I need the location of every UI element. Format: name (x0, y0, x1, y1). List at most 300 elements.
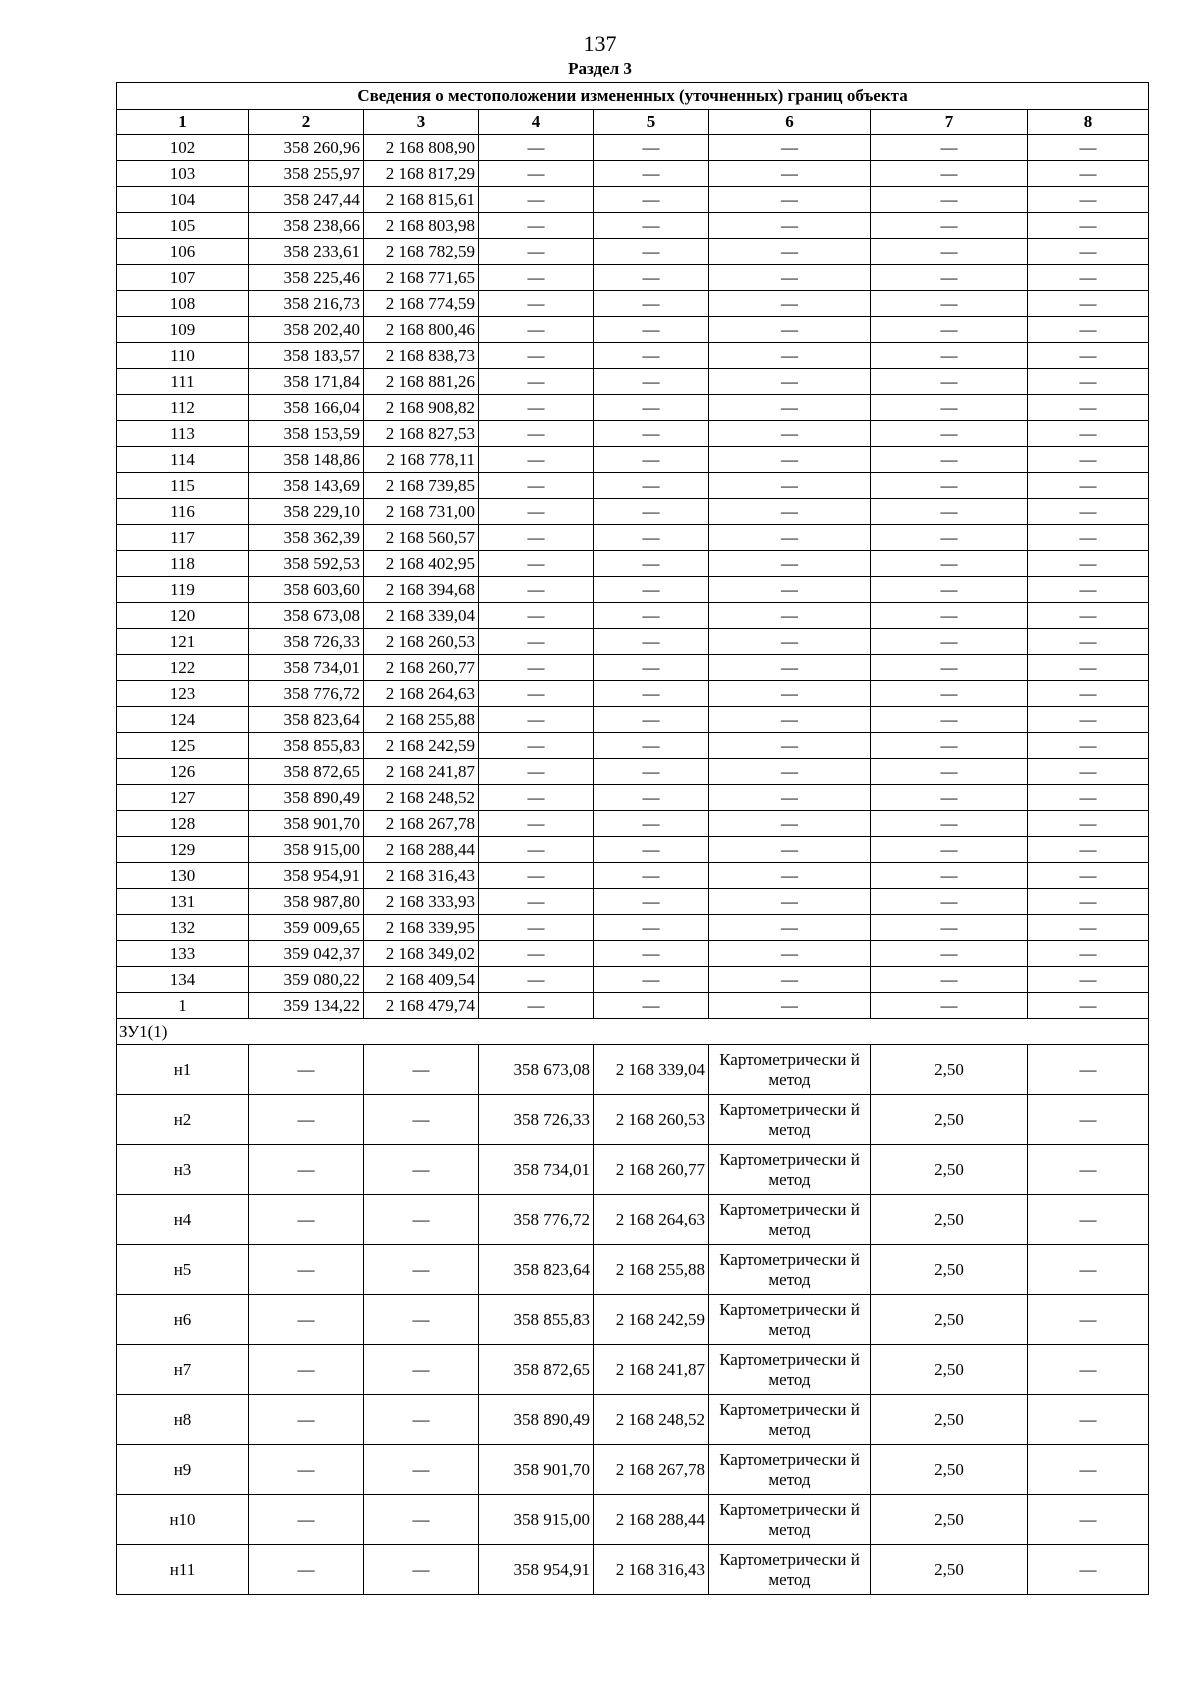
empty-dash: — (709, 499, 871, 525)
empty-dash: — (479, 603, 594, 629)
empty-dash: — (709, 239, 871, 265)
table-row (117, 603, 1149, 629)
table-row (117, 265, 1149, 291)
point-number: 108 (117, 291, 249, 317)
point-number: 111 (117, 369, 249, 395)
empty-dash: — (871, 395, 1028, 421)
empty-dash: — (871, 759, 1028, 785)
accuracy-value: 2,50 (871, 1395, 1028, 1445)
accuracy-value: 2,50 (871, 1145, 1028, 1195)
coordinate-x: 358 166,04 (249, 395, 364, 421)
coordinate-x: 358 202,40 (249, 317, 364, 343)
coordinate-y: 2 168 316,43 (594, 1545, 709, 1595)
empty-dash: — (871, 577, 1028, 603)
empty-dash: — (871, 681, 1028, 707)
coordinate-y: 2 168 241,87 (364, 759, 479, 785)
coordinate-y: 2 168 803,98 (364, 213, 479, 239)
section-heading: Раздел 3 (568, 59, 632, 78)
point-number: 103 (117, 161, 249, 187)
point-number: 107 (117, 265, 249, 291)
empty-dash: — (1028, 317, 1149, 343)
coordinate-x: 358 915,00 (249, 837, 364, 863)
empty-dash: — (871, 239, 1028, 265)
method-description: Картометрически й метод (709, 1145, 871, 1195)
empty-dash: — (709, 291, 871, 317)
empty-dash: — (871, 265, 1028, 291)
empty-dash: — (871, 135, 1028, 161)
point-number: 115 (117, 473, 249, 499)
point-number: н9 (117, 1445, 249, 1495)
empty-dash: — (709, 811, 871, 837)
coordinate-y: 2 168 881,26 (364, 369, 479, 395)
empty-dash: — (709, 525, 871, 551)
coordinate-x: 359 134,22 (249, 993, 364, 1019)
empty-dash: — (709, 785, 871, 811)
empty-dash: — (1028, 187, 1149, 213)
empty-dash: — (709, 707, 871, 733)
coordinate-x: 358 153,59 (249, 421, 364, 447)
empty-dash: — (479, 239, 594, 265)
column-header: 6 (709, 110, 871, 135)
empty-dash: — (1028, 551, 1149, 577)
column-number-row (117, 110, 1149, 135)
empty-dash: — (1028, 837, 1149, 863)
empty-dash: — (479, 187, 594, 213)
group-label: ЗУ1(1) (117, 1019, 1149, 1045)
method-description: Картометрически й метод (709, 1495, 871, 1545)
empty-dash: — (594, 993, 709, 1019)
empty-dash: — (709, 343, 871, 369)
empty-dash: — (594, 265, 709, 291)
table-row (117, 1545, 1149, 1595)
coordinate-x: 358 890,49 (479, 1395, 594, 1445)
coordinate-y: 2 168 264,63 (364, 681, 479, 707)
table-row (117, 1045, 1149, 1095)
method-description: Картометрически й метод (709, 1245, 871, 1295)
empty-dash: — (709, 265, 871, 291)
coordinate-x: 358 247,44 (249, 187, 364, 213)
empty-dash: — (594, 941, 709, 967)
coordinate-x: 358 901,70 (249, 811, 364, 837)
empty-dash: — (709, 837, 871, 863)
point-number: 113 (117, 421, 249, 447)
empty-dash: — (871, 447, 1028, 473)
coordinate-x: 359 042,37 (249, 941, 364, 967)
point-number: 125 (117, 733, 249, 759)
empty-dash: — (1028, 1245, 1149, 1295)
coordinate-x: 358 362,39 (249, 525, 364, 551)
empty-dash: — (1028, 369, 1149, 395)
empty-dash: — (479, 447, 594, 473)
point-number: 131 (117, 889, 249, 915)
empty-dash: — (594, 733, 709, 759)
empty-dash: — (871, 525, 1028, 551)
table-row (117, 343, 1149, 369)
table-row (117, 993, 1149, 1019)
empty-dash: — (709, 759, 871, 785)
empty-dash: — (871, 811, 1028, 837)
coordinate-x: 358 901,70 (479, 1445, 594, 1495)
coordinate-x: 358 734,01 (249, 655, 364, 681)
method-description: Картометрически й метод (709, 1545, 871, 1595)
coordinate-y: 2 168 333,93 (364, 889, 479, 915)
empty-dash: — (594, 681, 709, 707)
empty-dash: — (1028, 265, 1149, 291)
column-header: 7 (871, 110, 1028, 135)
table-title: Сведения о местоположении измененных (уточненных) границ объекта (117, 83, 1149, 110)
method-description: Картометрически й метод (709, 1195, 871, 1245)
empty-dash: — (249, 1445, 364, 1495)
table-row (117, 551, 1149, 577)
table-row (117, 213, 1149, 239)
coordinate-y: 2 168 267,78 (364, 811, 479, 837)
empty-dash: — (594, 915, 709, 941)
table-row (117, 421, 1149, 447)
empty-dash: — (1028, 629, 1149, 655)
group-row (117, 1019, 1149, 1045)
coordinate-y: 2 168 316,43 (364, 863, 479, 889)
empty-dash: — (364, 1395, 479, 1445)
empty-dash: — (709, 369, 871, 395)
point-number: 118 (117, 551, 249, 577)
empty-dash: — (709, 161, 871, 187)
coordinate-x: 358 823,64 (249, 707, 364, 733)
empty-dash: — (594, 525, 709, 551)
coordinate-x: 358 216,73 (249, 291, 364, 317)
point-number: 110 (117, 343, 249, 369)
table-row (117, 187, 1149, 213)
empty-dash: — (1028, 1395, 1149, 1445)
empty-dash: — (249, 1295, 364, 1345)
point-number: н8 (117, 1395, 249, 1445)
table-row (117, 889, 1149, 915)
empty-dash: — (1028, 1045, 1149, 1095)
empty-dash: — (1028, 1345, 1149, 1395)
empty-dash: — (249, 1095, 364, 1145)
coordinate-x: 358 183,57 (249, 343, 364, 369)
empty-dash: — (1028, 577, 1149, 603)
table-row (117, 291, 1149, 317)
coordinate-x: 358 592,53 (249, 551, 364, 577)
coordinate-x: 358 255,97 (249, 161, 364, 187)
empty-dash: — (594, 343, 709, 369)
coordinate-y: 2 168 771,65 (364, 265, 479, 291)
table-row (117, 655, 1149, 681)
empty-dash: — (594, 369, 709, 395)
point-number: 104 (117, 187, 249, 213)
coordinate-y: 2 168 479,74 (364, 993, 479, 1019)
empty-dash: — (594, 161, 709, 187)
empty-dash: — (594, 707, 709, 733)
empty-dash: — (594, 421, 709, 447)
table-row (117, 967, 1149, 993)
empty-dash: — (594, 629, 709, 655)
coordinate-x: 358 148,86 (249, 447, 364, 473)
empty-dash: — (1028, 239, 1149, 265)
method-description: Картометрически й метод (709, 1445, 871, 1495)
empty-dash: — (871, 213, 1028, 239)
column-header: 4 (479, 110, 594, 135)
empty-dash: — (871, 889, 1028, 915)
empty-dash: — (594, 785, 709, 811)
empty-dash: — (594, 863, 709, 889)
column-header: 8 (1028, 110, 1149, 135)
table-row (117, 1145, 1149, 1195)
coordinate-y: 2 168 260,77 (364, 655, 479, 681)
table-row (117, 915, 1149, 941)
column-header: 2 (249, 110, 364, 135)
coordinate-y: 2 168 264,63 (594, 1195, 709, 1245)
table-row (117, 1445, 1149, 1495)
empty-dash: — (479, 395, 594, 421)
empty-dash: — (709, 603, 871, 629)
empty-dash: — (479, 551, 594, 577)
empty-dash: — (1028, 447, 1149, 473)
coordinate-y: 2 168 815,61 (364, 187, 479, 213)
empty-dash: — (1028, 811, 1149, 837)
empty-dash: — (249, 1045, 364, 1095)
empty-dash: — (709, 629, 871, 655)
empty-dash: — (249, 1495, 364, 1545)
table-row (117, 447, 1149, 473)
empty-dash: — (594, 135, 709, 161)
empty-dash: — (1028, 291, 1149, 317)
coordinate-y: 2 168 808,90 (364, 135, 479, 161)
coordinate-y: 2 168 817,29 (364, 161, 479, 187)
coordinate-y: 2 168 288,44 (594, 1495, 709, 1545)
empty-dash: — (1028, 889, 1149, 915)
empty-dash: — (364, 1245, 479, 1295)
empty-dash: — (1028, 707, 1149, 733)
coordinate-y: 2 168 241,87 (594, 1345, 709, 1395)
empty-dash: — (871, 967, 1028, 993)
empty-dash: — (249, 1145, 364, 1195)
empty-dash: — (479, 759, 594, 785)
point-number: н3 (117, 1145, 249, 1195)
empty-dash: — (594, 187, 709, 213)
point-number: н5 (117, 1245, 249, 1295)
table-row (117, 759, 1149, 785)
empty-dash: — (871, 655, 1028, 681)
point-number: 132 (117, 915, 249, 941)
empty-dash: — (1028, 993, 1149, 1019)
table-row (117, 1345, 1149, 1395)
coordinate-x: 358 915,00 (479, 1495, 594, 1545)
empty-dash: — (594, 213, 709, 239)
point-number: 134 (117, 967, 249, 993)
coordinate-x: 358 776,72 (249, 681, 364, 707)
point-number: 109 (117, 317, 249, 343)
method-description: Картометрически й метод (709, 1395, 871, 1445)
empty-dash: — (871, 187, 1028, 213)
coordinate-y: 2 168 774,59 (364, 291, 479, 317)
empty-dash: — (1028, 421, 1149, 447)
table-row (117, 941, 1149, 967)
point-number: 106 (117, 239, 249, 265)
column-header: 5 (594, 110, 709, 135)
coordinate-y: 2 168 242,59 (364, 733, 479, 759)
coordinate-x: 358 143,69 (249, 473, 364, 499)
table-row (117, 681, 1149, 707)
empty-dash: — (1028, 499, 1149, 525)
empty-dash: — (1028, 863, 1149, 889)
empty-dash: — (871, 499, 1028, 525)
point-number: 114 (117, 447, 249, 473)
empty-dash: — (594, 811, 709, 837)
empty-dash: — (479, 681, 594, 707)
coordinate-y: 2 168 778,11 (364, 447, 479, 473)
empty-dash: — (479, 629, 594, 655)
empty-dash: — (1028, 1495, 1149, 1545)
coordinate-y: 2 168 339,95 (364, 915, 479, 941)
empty-dash: — (594, 759, 709, 785)
empty-dash: — (594, 473, 709, 499)
empty-dash: — (479, 863, 594, 889)
coordinate-x: 358 225,46 (249, 265, 364, 291)
point-number: 123 (117, 681, 249, 707)
empty-dash: — (479, 889, 594, 915)
empty-dash: — (479, 265, 594, 291)
coordinate-x: 358 726,33 (249, 629, 364, 655)
empty-dash: — (871, 473, 1028, 499)
coordinate-x: 358 954,91 (249, 863, 364, 889)
coordinate-y: 2 168 800,46 (364, 317, 479, 343)
coordinate-y: 2 168 339,04 (594, 1045, 709, 1095)
accuracy-value: 2,50 (871, 1445, 1028, 1495)
empty-dash: — (709, 577, 871, 603)
table-title-row (117, 83, 1149, 110)
coordinate-x: 358 872,65 (249, 759, 364, 785)
table-row (117, 1495, 1149, 1545)
boundary-coordinates-table (116, 82, 1149, 1595)
table-row (117, 161, 1149, 187)
empty-dash: — (364, 1545, 479, 1595)
accuracy-value: 2,50 (871, 1545, 1028, 1595)
empty-dash: — (871, 785, 1028, 811)
empty-dash: — (709, 317, 871, 343)
empty-dash: — (364, 1295, 479, 1345)
empty-dash: — (364, 1095, 479, 1145)
coordinate-x: 359 009,65 (249, 915, 364, 941)
point-number: 119 (117, 577, 249, 603)
point-number: н6 (117, 1295, 249, 1345)
empty-dash: — (479, 733, 594, 759)
empty-dash: — (709, 993, 871, 1019)
empty-dash: — (479, 161, 594, 187)
coordinate-x: 358 872,65 (479, 1345, 594, 1395)
empty-dash: — (1028, 1295, 1149, 1345)
coordinate-y: 2 168 560,57 (364, 525, 479, 551)
empty-dash: — (1028, 655, 1149, 681)
method-description: Картометрически й метод (709, 1095, 871, 1145)
accuracy-value: 2,50 (871, 1495, 1028, 1545)
table-row (117, 239, 1149, 265)
table-body (117, 83, 1149, 1595)
column-header: 3 (364, 110, 479, 135)
empty-dash: — (594, 577, 709, 603)
accuracy-value: 2,50 (871, 1095, 1028, 1145)
table-row (117, 811, 1149, 837)
empty-dash: — (871, 421, 1028, 447)
table-row (117, 1295, 1149, 1345)
empty-dash: — (871, 629, 1028, 655)
point-number: 112 (117, 395, 249, 421)
coordinate-y: 2 168 242,59 (594, 1295, 709, 1345)
empty-dash: — (1028, 941, 1149, 967)
coordinate-y: 2 168 267,78 (594, 1445, 709, 1495)
table-row (117, 863, 1149, 889)
page-number: 137 (583, 31, 617, 56)
empty-dash: — (871, 863, 1028, 889)
point-number: 117 (117, 525, 249, 551)
empty-dash: — (479, 707, 594, 733)
coordinate-y: 2 168 838,73 (364, 343, 479, 369)
point-number: 102 (117, 135, 249, 161)
coordinate-y: 2 168 827,53 (364, 421, 479, 447)
empty-dash: — (871, 317, 1028, 343)
empty-dash: — (479, 993, 594, 1019)
empty-dash: — (594, 889, 709, 915)
empty-dash: — (479, 655, 594, 681)
coordinate-x: 358 987,80 (249, 889, 364, 915)
empty-dash: — (871, 343, 1028, 369)
point-number: н4 (117, 1195, 249, 1245)
point-number: 116 (117, 499, 249, 525)
empty-dash: — (709, 733, 871, 759)
empty-dash: — (1028, 161, 1149, 187)
coordinate-y: 2 168 339,04 (364, 603, 479, 629)
coordinate-x: 359 080,22 (249, 967, 364, 993)
empty-dash: — (1028, 915, 1149, 941)
point-number: н7 (117, 1345, 249, 1395)
empty-dash: — (479, 837, 594, 863)
empty-dash: — (249, 1345, 364, 1395)
empty-dash: — (594, 291, 709, 317)
empty-dash: — (871, 603, 1028, 629)
table-row (117, 317, 1149, 343)
empty-dash: — (709, 915, 871, 941)
empty-dash: — (871, 993, 1028, 1019)
empty-dash: — (594, 499, 709, 525)
coordinate-y: 2 168 260,53 (594, 1095, 709, 1145)
empty-dash: — (871, 915, 1028, 941)
point-number: 121 (117, 629, 249, 655)
empty-dash: — (709, 395, 871, 421)
empty-dash: — (1028, 733, 1149, 759)
empty-dash: — (479, 577, 594, 603)
coordinate-y: 2 168 260,53 (364, 629, 479, 655)
empty-dash: — (871, 733, 1028, 759)
method-description: Картометрически й метод (709, 1045, 871, 1095)
coordinate-y: 2 168 255,88 (594, 1245, 709, 1295)
point-number: 133 (117, 941, 249, 967)
empty-dash: — (871, 291, 1028, 317)
coordinate-y: 2 168 288,44 (364, 837, 479, 863)
empty-dash: — (594, 837, 709, 863)
empty-dash: — (249, 1395, 364, 1445)
accuracy-value: 2,50 (871, 1245, 1028, 1295)
empty-dash: — (871, 551, 1028, 577)
empty-dash: — (1028, 759, 1149, 785)
table-row (117, 525, 1149, 551)
empty-dash: — (1028, 343, 1149, 369)
table-row (117, 785, 1149, 811)
table-row (117, 473, 1149, 499)
point-number: 124 (117, 707, 249, 733)
empty-dash: — (594, 317, 709, 343)
coordinate-y: 2 168 782,59 (364, 239, 479, 265)
empty-dash: — (1028, 525, 1149, 551)
